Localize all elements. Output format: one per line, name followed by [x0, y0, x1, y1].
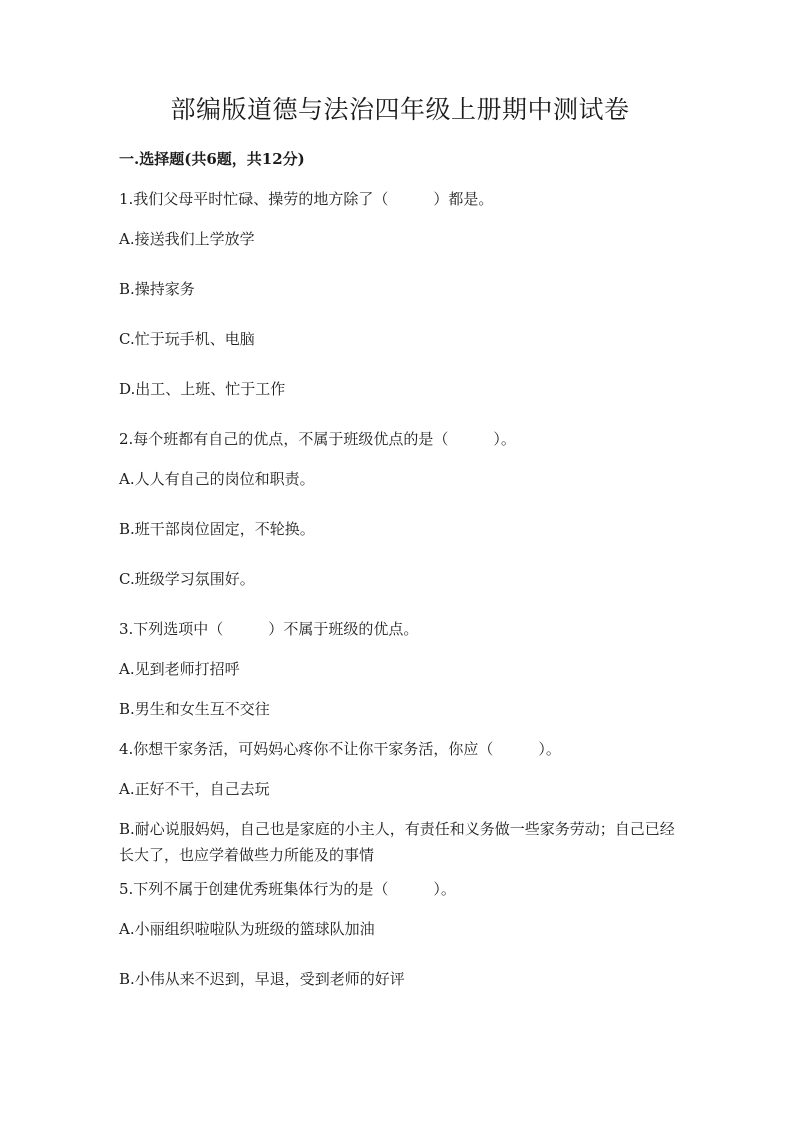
question-1-option-a: A.接送我们上学放学 — [119, 230, 255, 248]
question-1-option-c: C.忙于玩手机、电脑 — [119, 330, 255, 348]
question-2-option-a: A.人人有自己的岗位和职责。 — [119, 470, 315, 488]
question-1-option-d: D.出工、上班、忙于工作 — [119, 380, 286, 398]
question-2-option-c: C.班级学习氛围好。 — [119, 570, 255, 588]
question-2-option-b: B.班干部岗位固定，不轮换。 — [119, 520, 315, 538]
question-3-option-a: A.见到老师打招呼 — [119, 660, 240, 678]
question-4-option-b: B.耐心说服妈妈，自己也是家庭的小主人，有责任和义务做一些家务劳动；自己已经长大了，也应学着做些力所能及的事情 — [119, 820, 675, 864]
question-4-option-a: A.正好不干，自己去玩 — [119, 780, 270, 798]
question-2-stem: 2.每个班都有自己的优点，不属于班级优点的是（ ）。 — [119, 430, 516, 448]
page-title: 部编版道德与法治四年级上册期中测试卷 — [170, 95, 630, 124]
question-1-option-b: B.操持家务 — [119, 280, 195, 298]
question-4-stem: 4.你想干家务活，可妈妈心疼你不让你干家务活，你应（ ）。 — [119, 740, 561, 758]
question-5-option-a: A.小丽组织啦啦队为班级的篮球队加油 — [119, 920, 375, 938]
question-5-stem: 5.下列不属于创建优秀班集体行为的是（ ）。 — [119, 880, 456, 898]
question-5-option-b: B.小伟从来不迟到，早退，受到老师的好评 — [119, 970, 405, 988]
section-heading: 一.选择题(共6题，共12分) — [119, 150, 305, 168]
question-3-option-b: B.男生和女生互不交往 — [119, 700, 270, 718]
question-3-stem: 3.下列选项中（ ）不属于班级的优点。 — [119, 620, 419, 638]
question-1-stem: 1.我们父母平时忙碌、操劳的地方除了（ ）都是。 — [119, 190, 494, 208]
